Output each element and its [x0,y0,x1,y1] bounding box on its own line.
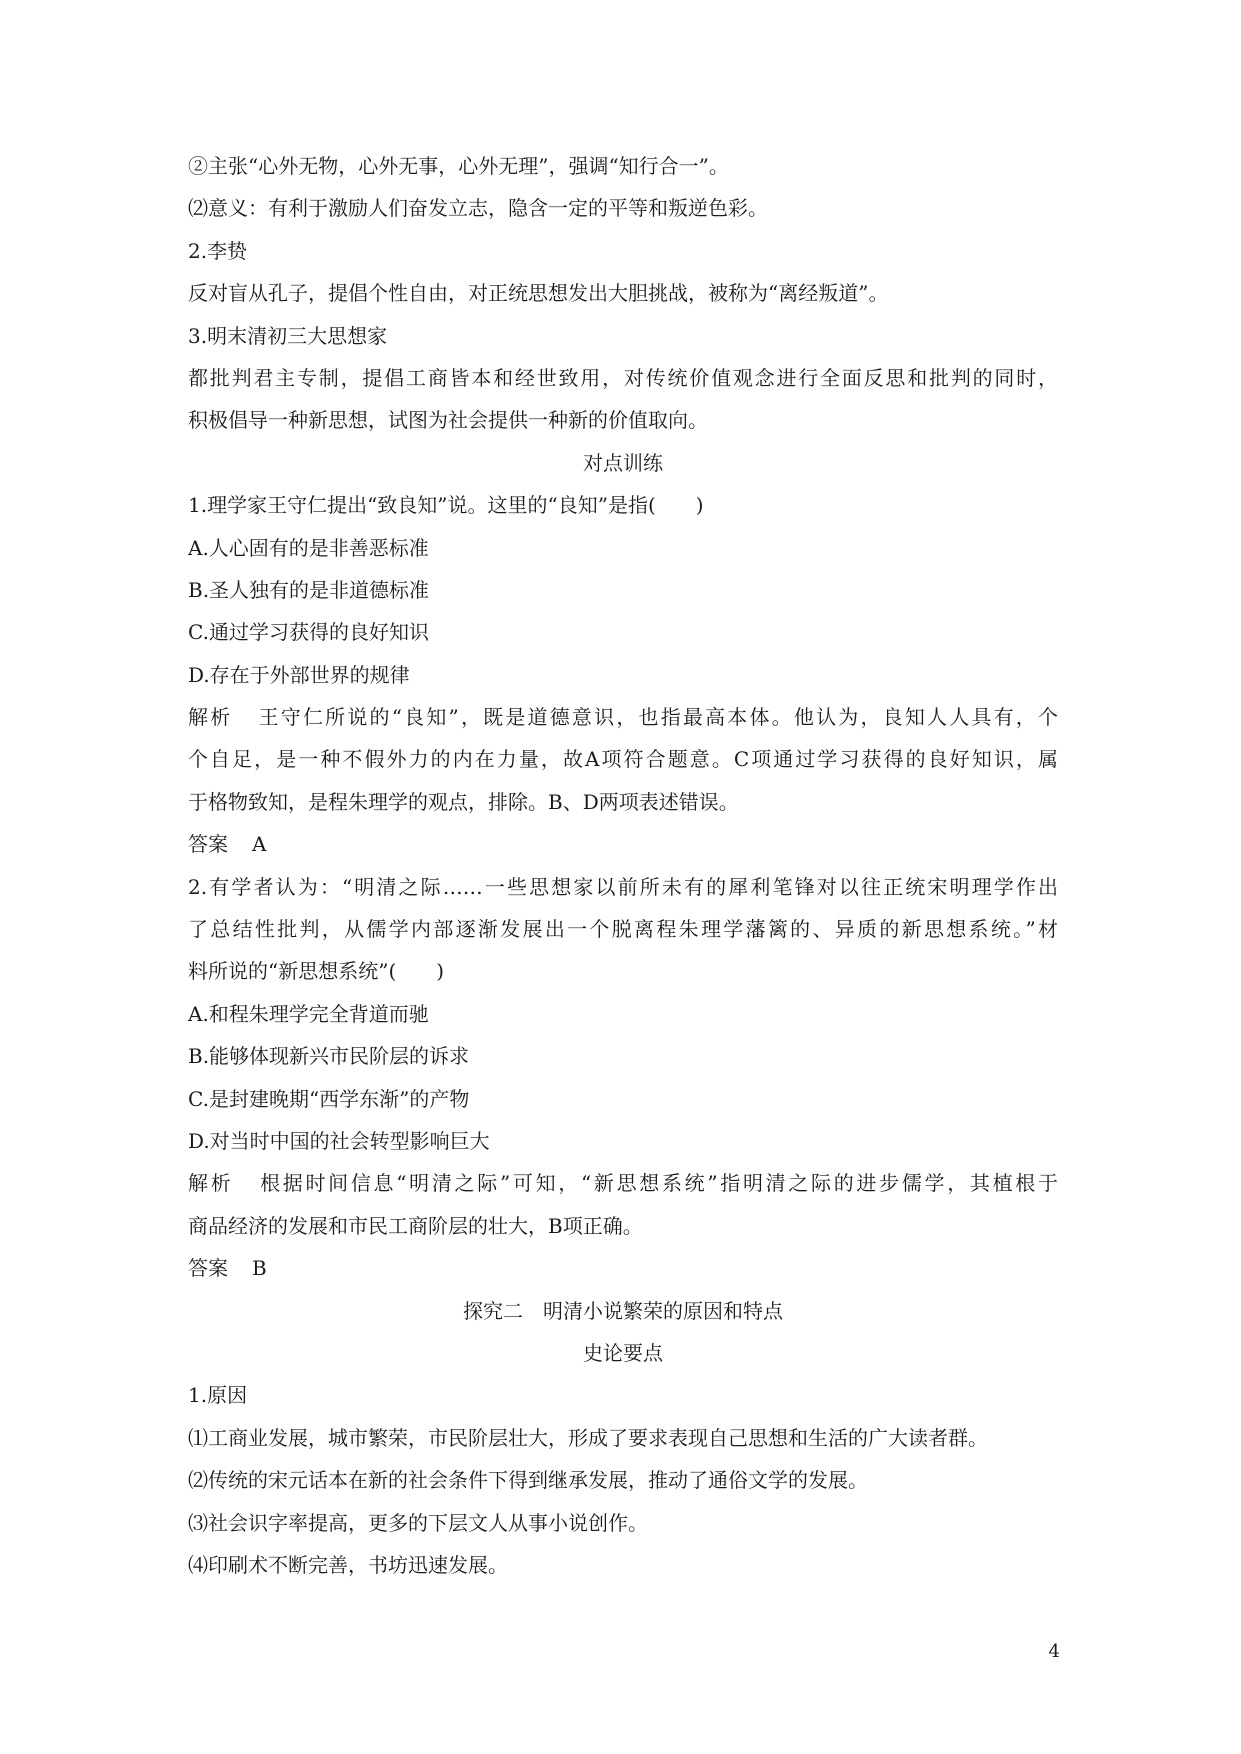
question-2: 2.有学者认为：“明清之际……一些思想家以前所未有的犀利笔锋对以往正统宋明理学作出 [188,874,1058,899]
option-c: C.通过学习获得的良好知识 [188,620,429,645]
text-line: ⑴工商业发展，城市繁荣，市民阶层壮大，形成了要求表现自己思想和生活的广大读者群。 [188,1425,988,1450]
text-line: ⑶社会识字率提高，更多的下层文人从事小说创作。 [188,1510,648,1535]
text-line: 都批判君主专制，提倡工商皆本和经世致用，对传统价值观念进行全面反思和批判的同时， [188,365,1058,390]
option-b: B.圣人独有的是非道德标准 [188,577,430,602]
answer-line [188,1247,1058,1289]
text-line: 商品经济的发展和市民工商阶层的壮大，B项正确。 [188,1213,643,1238]
section-title: 探究二 明清小说繁荣的原因和特点 [463,1298,783,1323]
option-d: D.对当时中国的社会转型影响巨大 [188,1128,490,1153]
section-heading: 1.原因 [188,1383,248,1408]
answer-label: 答案 [188,1256,228,1281]
analysis-text: 王守仁所说的“良知”，既是道德意识，也指最高本体。他认为，良知人人具有，个 [256,705,1058,730]
option-b: B.能够体现新兴市民阶层的诉求 [188,1044,470,1069]
answer-value: A [252,832,267,857]
answer-label: 答案 [188,832,228,857]
analysis-text: 根据时间信息“明清之际”可知，“新思想系统”指明清之际的进步儒学，其植根于 [257,1171,1058,1196]
page-content [188,145,1058,1586]
text-line: 料所说的“新思想系统”( ) [188,959,445,984]
text-line: ②主张“心外无物，心外无事，心外无理”，强调“知行合一”。 [188,154,729,178]
answer-value: B [252,1256,267,1281]
exercise-title: 对点训练 [583,450,663,475]
analysis-label: 解析 [188,1171,234,1196]
analysis-label: 解析 [188,705,233,730]
section-heading: 2.李贽 [188,238,248,263]
option-a: A.人心固有的是非善恶标准 [188,535,429,560]
text-line: ⑵传统的宋元话本在新的社会条件下得到继承发展，推动了通俗文学的发展。 [188,1468,868,1493]
text-line: 个自足，是一种不假外力的内在力量，故A项符合题意。C项通过学习获得的良好知识，属 [188,747,1058,772]
text-line: 反对盲从孔子，提倡个性自由，对正统思想发出大胆挑战，被称为“离经叛道”。 [188,281,889,306]
page-number: 4 [1048,1641,1060,1662]
text-line: 于格物致知，是程朱理学的观点，排除。B、D两项表述错误。 [188,789,739,814]
question-1: 1.理学家王守仁提出“致良知”说。这里的“良知”是指( ) [188,493,704,518]
answer-line [188,823,1058,865]
analysis-line [188,1162,1058,1204]
text-line: ⑷印刷术不断完善，书坊迅速发展。 [188,1552,508,1577]
text-line: ⑵意义：有利于激励人们奋发立志，隐含一定的平等和叛逆色彩。 [188,196,768,221]
option-c: C.是封建晚期“西学东渐”的产物 [188,1086,470,1111]
option-a: A.和程朱理学完全背道而驰 [188,1001,429,1026]
text-line: 积极倡导一种新思想，试图为社会提供一种新的价值取向。 [188,408,708,433]
text-line: 了总结性批判，从儒学内部逐渐发展出一个脱离程朱理学藩篱的、异质的新思想系统。”材 [188,917,1058,942]
section-heading: 3.明末清初三大思想家 [188,323,388,348]
analysis-line [188,696,1058,738]
subsection-title: 史论要点 [583,1340,663,1365]
option-d: D.存在于外部世界的规律 [188,662,410,687]
